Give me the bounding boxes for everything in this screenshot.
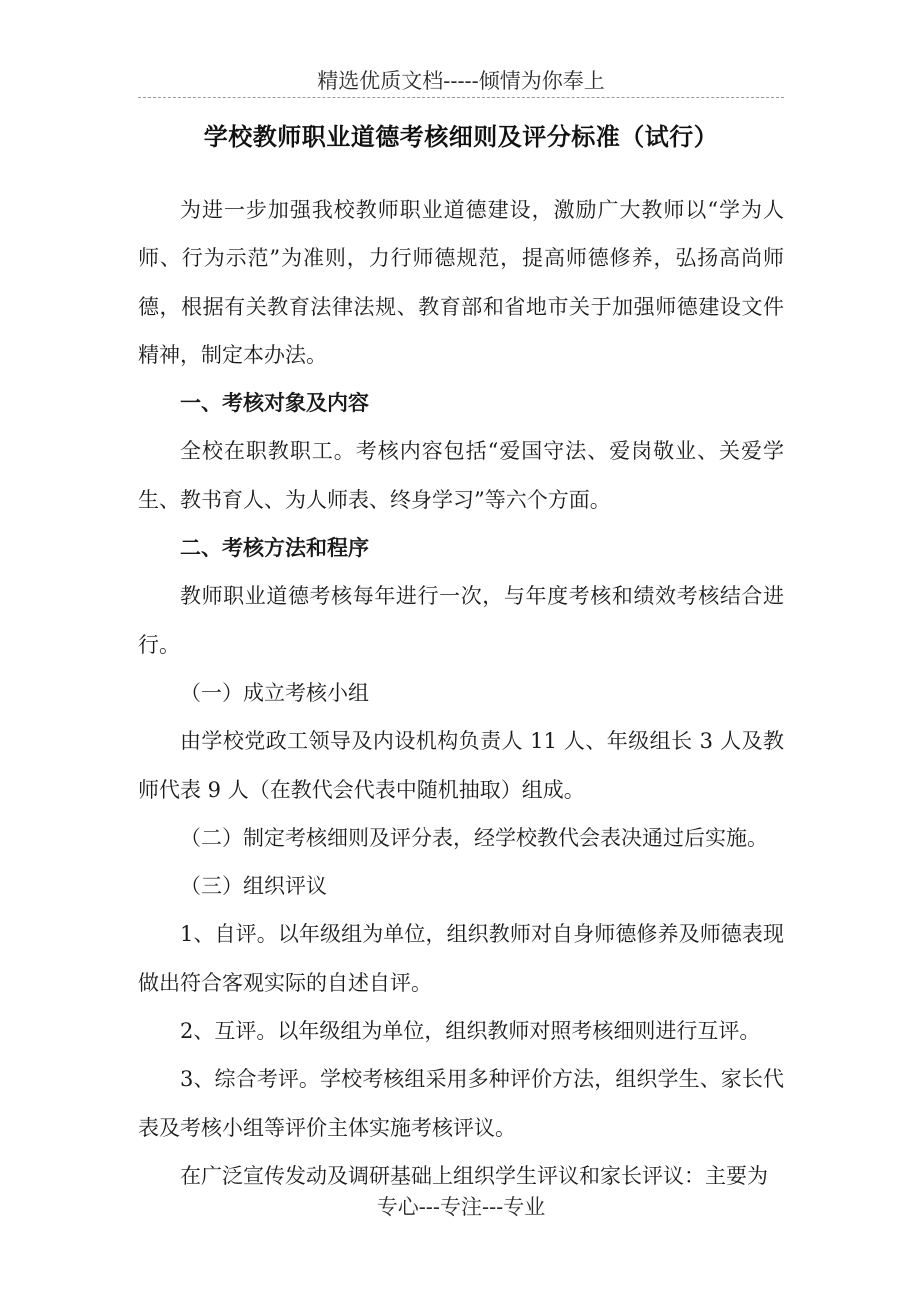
- list-item-self-evaluation: 1、自评。以年级组为单位，组织教师对自身师德修养及师德表现做出符合客观实际的自述自评。: [138, 922, 784, 995]
- subsection-heading-3: （三）组织评议: [180, 874, 327, 899]
- page-footer: 专心---专注---专业: [376, 1195, 546, 1219]
- section-heading-2: 二、考核方法和程序: [180, 536, 369, 561]
- header-divider: [138, 97, 784, 98]
- evaluation-paragraph: 在广泛宣传发动及调研基础上组织学生评议和家长评议：主要为: [180, 1163, 768, 1188]
- subsection-heading-1: （一）成立考核小组: [180, 680, 369, 705]
- subsection-heading-2: （二）制定考核细则及评分表，经学校教代会表决通过后实施。: [180, 825, 768, 850]
- document-title: 学校教师职业道德考核细则及评分标准（试行）: [203, 123, 719, 151]
- list-item-peer-evaluation: 2、互评。以年级组为单位，组织教师对照考核细则进行互评。: [180, 1019, 761, 1044]
- document-body: [138, 186, 784, 1200]
- subsection-1-paragraph: 由学校党政工领导及内设机构负责人 11 人、年级组长 3 人及教师代表 9 人（在教代会代表中随机抽取）组成。: [138, 729, 784, 802]
- list-item-comprehensive-evaluation: 3、综合考评。学校考核组采用多种评价方法，组织学生、家长代表及考核小组等评价主体实施考核评议。: [138, 1067, 784, 1140]
- section-2-paragraph: 教师职业道德考核每年进行一次，与年度考核和绩效考核结合进行。: [138, 584, 784, 657]
- section-heading-1: 一、考核对象及内容: [180, 391, 369, 416]
- page-header: 精选优质文档-----倾情为你奉上: [317, 69, 605, 93]
- intro-paragraph: 为进一步加强我校教师职业道德建设，激励广大教师以“学为人师、行为示范”为准则，力行师德规范，提高师德修养，弘扬高尚师德，根据有关教育法律法规、教育部和省地市关于加强师德建设文件精神，制定本办法。: [138, 198, 784, 367]
- section-1-paragraph: 全校在职教职工。考核内容包括“爱国守法、爱岗敬业、关爱学生、教书育人、为人师表、终身学习”等六个方面。: [138, 439, 784, 512]
